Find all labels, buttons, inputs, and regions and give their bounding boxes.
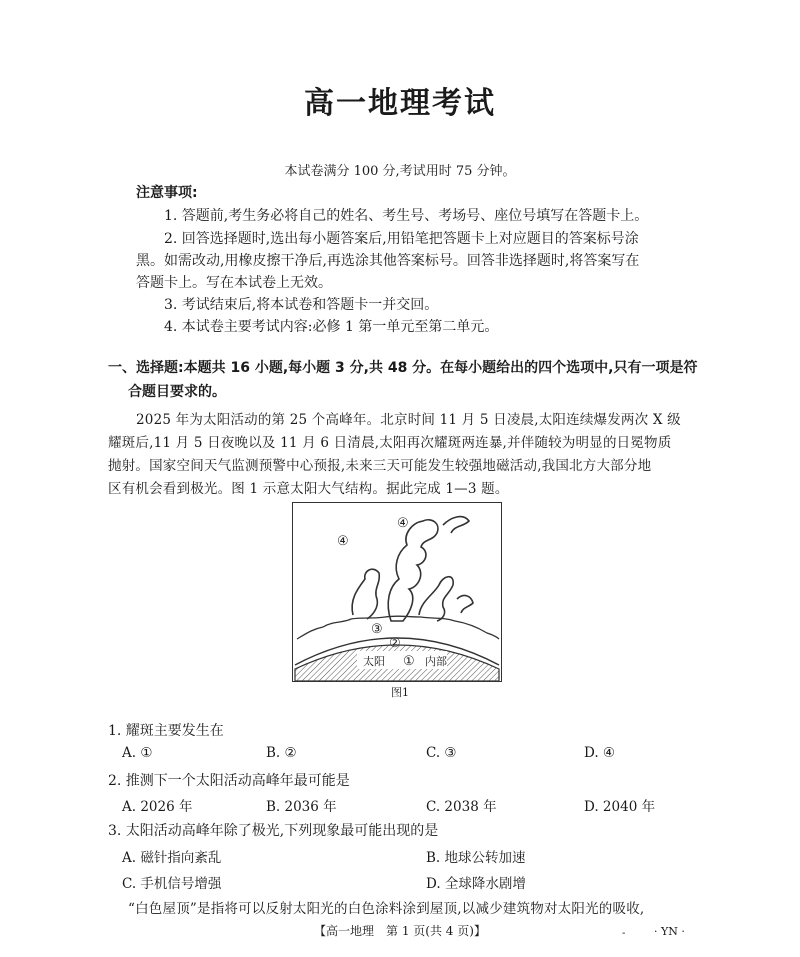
passage-line: 2025 年为太阳活动的第 25 个高峰年。北京时间 11 月 5 日凌晨,太阳连续爆发两次 X 级 xyxy=(136,412,681,428)
corona-flame xyxy=(443,517,469,533)
passage-line: 抛射。国家空间天气监测预警中心预报,未来三天可能发生较强地磁活动,我国北方大部分地 xyxy=(108,458,652,474)
option-d: D. 全球降水剧增 xyxy=(426,876,526,892)
sun-atmosphere-figure xyxy=(292,502,502,682)
footer-dash: - xyxy=(622,928,626,939)
sun-structure-diagram xyxy=(293,503,501,681)
option-d: D. 2040 年 xyxy=(584,799,656,815)
exam-title: 高一地理考试 xyxy=(304,86,496,121)
option-d: D. ④ xyxy=(584,745,616,761)
notice-heading: 注意事项: xyxy=(136,185,198,201)
option-b: B. ② xyxy=(266,745,297,761)
notice-line: 3. 考试结束后,将本试卷和答题卡一并交回。 xyxy=(164,297,439,313)
option-a: A. ① xyxy=(122,745,153,761)
section-heading-cont: 合题目要求的。 xyxy=(128,384,226,400)
label-layer1: ① xyxy=(403,654,415,669)
passage-line: 耀斑后,11 月 5 日夜晚以及 11 月 6 日清晨,太阳再次耀斑两连暴,并伴随较为明显的日冕物质 xyxy=(108,435,672,451)
label-layer2: ② xyxy=(389,636,401,651)
section-heading: 一、选择题:本题共 16 小题,每小题 3 分,共 48 分。在每小题给出的四个选项中,只有一项是符 xyxy=(108,360,698,376)
notice-line: 2. 回答选择题时,选出每小题答案后,用铅笔把答题卡上对应题目的答案标号涂 xyxy=(164,231,639,247)
exam-subtitle: 本试卷满分 100 分,考试用时 75 分钟。 xyxy=(284,164,516,179)
option-b: B. 2036 年 xyxy=(266,799,337,815)
option-c: C. ③ xyxy=(426,745,457,761)
next-passage-line: “白色屋顶”是指将可以反射太阳光的白色涂料涂到屋顶,以减少建筑物对太阳光的吸收, xyxy=(128,901,645,917)
corona-flame xyxy=(419,577,453,621)
corona-flame xyxy=(352,569,379,619)
label-sun: 太阳 xyxy=(363,655,385,668)
label-interior: 内部 xyxy=(425,655,447,668)
option-a: A. 磁针指向紊乱 xyxy=(122,850,222,866)
option-c: C. 2038 年 xyxy=(426,799,497,815)
option-c: C. 手机信号增强 xyxy=(122,876,222,892)
notice-line: 1. 答题前,考生务必将自己的姓名、考生号、考场号、座位号填写在答题卡上。 xyxy=(164,208,649,224)
option-a: A. 2026 年 xyxy=(122,799,193,815)
question-stem: 1. 耀斑主要发生在 xyxy=(108,723,224,739)
corona-flame xyxy=(457,596,473,613)
label-layer3: ③ xyxy=(371,622,383,637)
corona-flame xyxy=(388,520,438,621)
notice-line: 黑。如需改动,用橡皮擦干净后,再选涂其他答案标号。回答非选择题时,将答案写在 xyxy=(136,253,640,269)
notice-line: 答题卡上。写在本试卷上无效。 xyxy=(136,275,332,291)
figure-caption: 图1 xyxy=(391,686,409,699)
page-footer: 【高一地理 第 1 页(共 4 页)】 xyxy=(314,924,486,938)
footer-mark: · YN · xyxy=(654,925,685,938)
label-layer4: ④ xyxy=(397,516,409,531)
option-b: B. 地球公转加速 xyxy=(426,850,526,866)
question-stem: 3. 太阳活动高峰年除了极光,下列现象最可能出现的是 xyxy=(108,823,439,839)
passage-line: 区有机会看到极光。图 1 示意太阳大气结构。据此完成 1—3 题。 xyxy=(108,481,509,497)
notice-line: 4. 本试卷主要考试内容:必修 1 第一单元至第二单元。 xyxy=(164,319,499,335)
label-layer4-left: ④ xyxy=(337,534,349,549)
question-stem: 2. 推测下一个太阳活动高峰年最可能是 xyxy=(108,773,350,789)
